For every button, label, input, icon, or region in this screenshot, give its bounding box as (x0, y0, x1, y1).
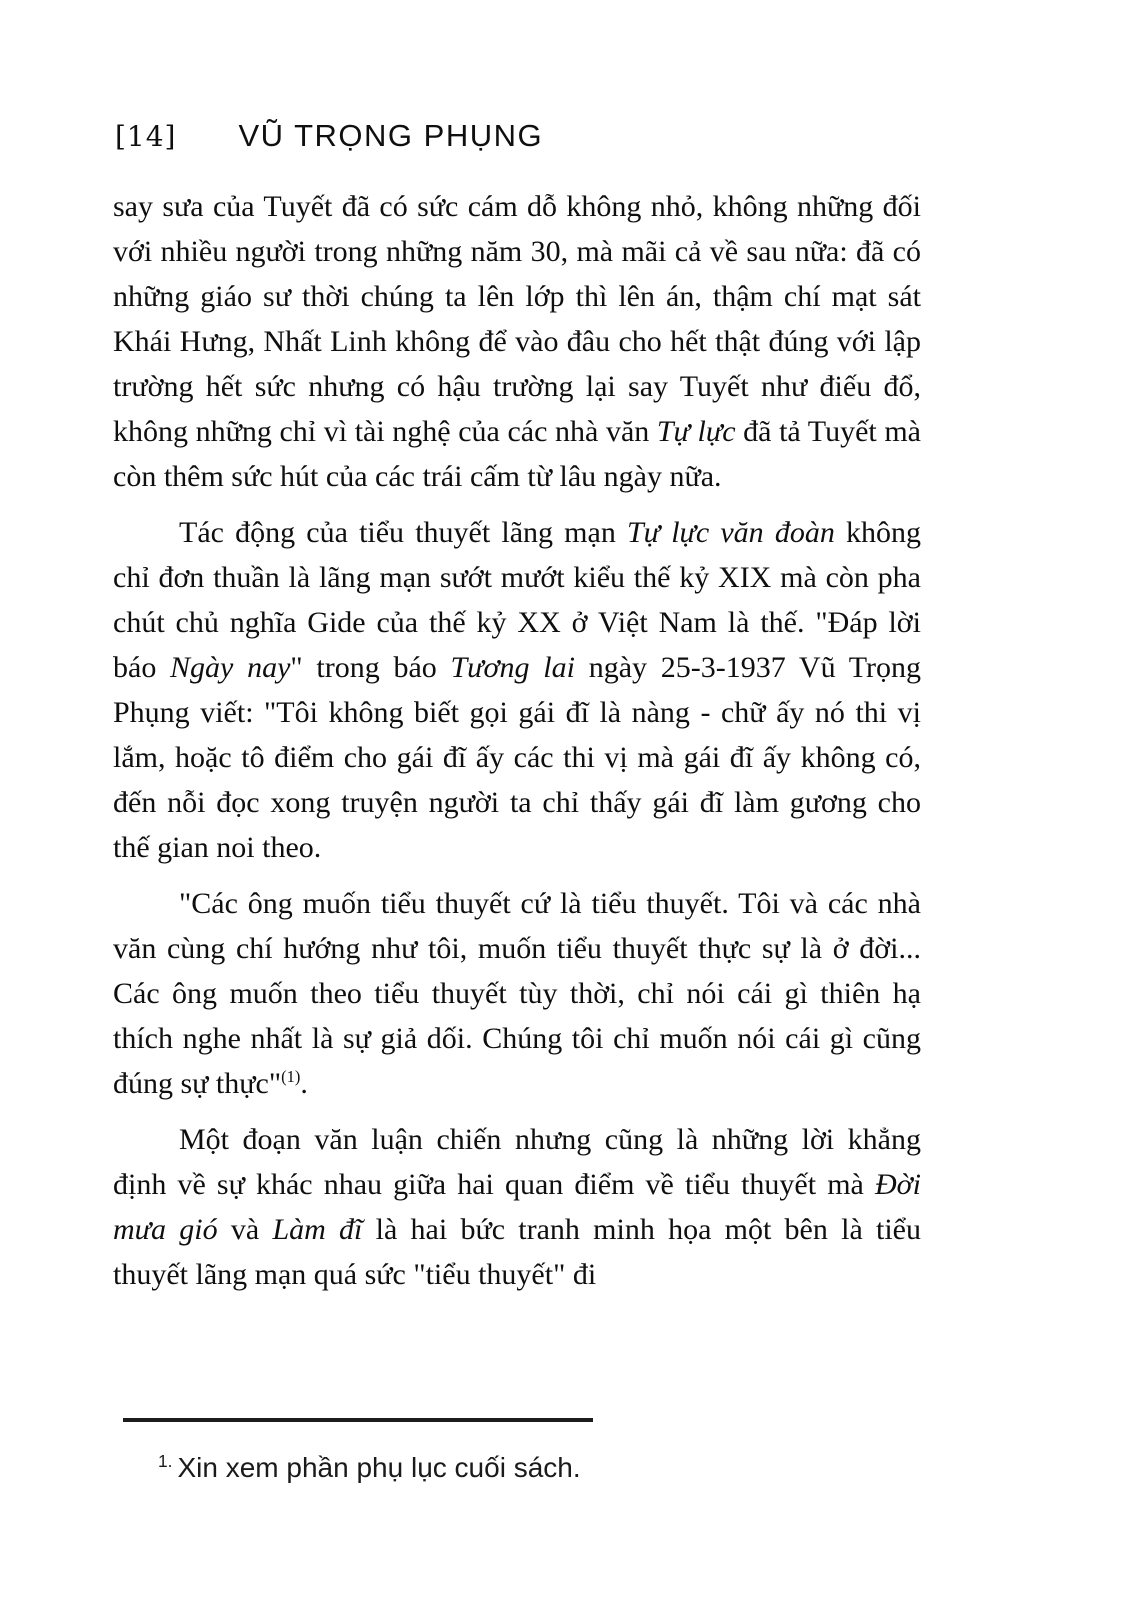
footnote-marker: 1. (158, 1450, 173, 1471)
paragraph-4 (113, 1117, 921, 1297)
running-title: VŨ TRỌNG PHỤNG (238, 118, 544, 153)
text-run: và (217, 1213, 273, 1246)
text-run: say sưa của Tuyết đã có sức cám dỗ không nhỏ, không những đối với nhiều người trong những năm 30, mà mãi cả về sau nữa: đã có những giáo sư thời chúng ta lên lớp thì lên án, thậm chí mạt sát Khái Hưng, Nhất Linh không để vào đâu cho hết thật đúng với lập trường hết sức nhưng có hậu trường lại say Tuyết như điếu đổ, không những chỉ vì tài nghệ của các nhà văn (113, 190, 921, 448)
paragraph-1 (113, 184, 921, 499)
text-run: đã tả Tuyết mà còn thêm sức hút của các trái cấm từ lâu ngày nữa. (113, 415, 921, 493)
page-header (115, 118, 543, 154)
paragraph-3 (113, 881, 921, 1106)
footnote-text: Xin xem phần phụ lục cuối sách. (177, 1452, 581, 1483)
text-run: Một đoạn văn luận chiến nhưng cũng là những lời khẳng định về sự khác nhau giữa hai quan điểm về tiểu thuyết mà (113, 1123, 921, 1201)
paragraph-2 (113, 510, 921, 870)
text-run: "Các ông muốn tiểu thuyết cứ là tiểu thuyết. Tôi và các nhà văn cùng chí hướng như tôi, muốn tiểu thuyết thực sự là ở đời... Các ông muốn theo tiểu thuyết tùy thời, chỉ nói cái gì thiên hạ thích nghe nhất là sự giả dối. Chúng tôi chỉ muốn nói cái gì cũng đúng sự thực" (113, 887, 921, 1100)
text-run-italic: Làm đĩ (272, 1213, 363, 1246)
text-run-italic: Ngày nay (170, 651, 291, 684)
page-number: [14] (115, 120, 177, 153)
footnote-reference: (1) (281, 1067, 301, 1086)
text-run: Tác động của tiểu thuyết lãng mạn (179, 516, 627, 549)
text-run-italic: Tự lực văn đoàn (626, 516, 835, 549)
text-run-italic: Đời mưa gió (113, 1168, 921, 1246)
text-run: là hai bức tranh minh họa một bên là tiểu thuyết lãng mạn quá sức "tiểu thuyết" đi (113, 1213, 922, 1291)
text-run: không chỉ đơn thuần là lãng mạn sướt mướt kiểu thế kỷ XIX mà còn pha chút chủ nghĩa Gide của thế kỷ XX ở Việt Nam là thế. "Đáp lời báo (113, 516, 922, 684)
body-text (113, 184, 921, 1308)
footnote-rule (123, 1418, 593, 1422)
text-run: . (300, 1067, 308, 1100)
text-run-italic: Tự lực (656, 415, 736, 448)
footnote (158, 1452, 581, 1484)
text-run: " trong báo (290, 651, 451, 684)
text-run-italic: Tương lai (450, 651, 575, 684)
text-run: ngày 25-3-1937 Vũ Trọng Phụng viết: "Tôi không biết gọi gái đĩ là nàng - chữ ấy nó thi vị lắm, hoặc tô điểm cho gái đĩ ấy các thi vị mà gái đĩ ấy không có, đến nỗi đọc xong truyện người ta chỉ thấy gái đĩ làm gương cho thế gian noi theo. (113, 651, 922, 864)
